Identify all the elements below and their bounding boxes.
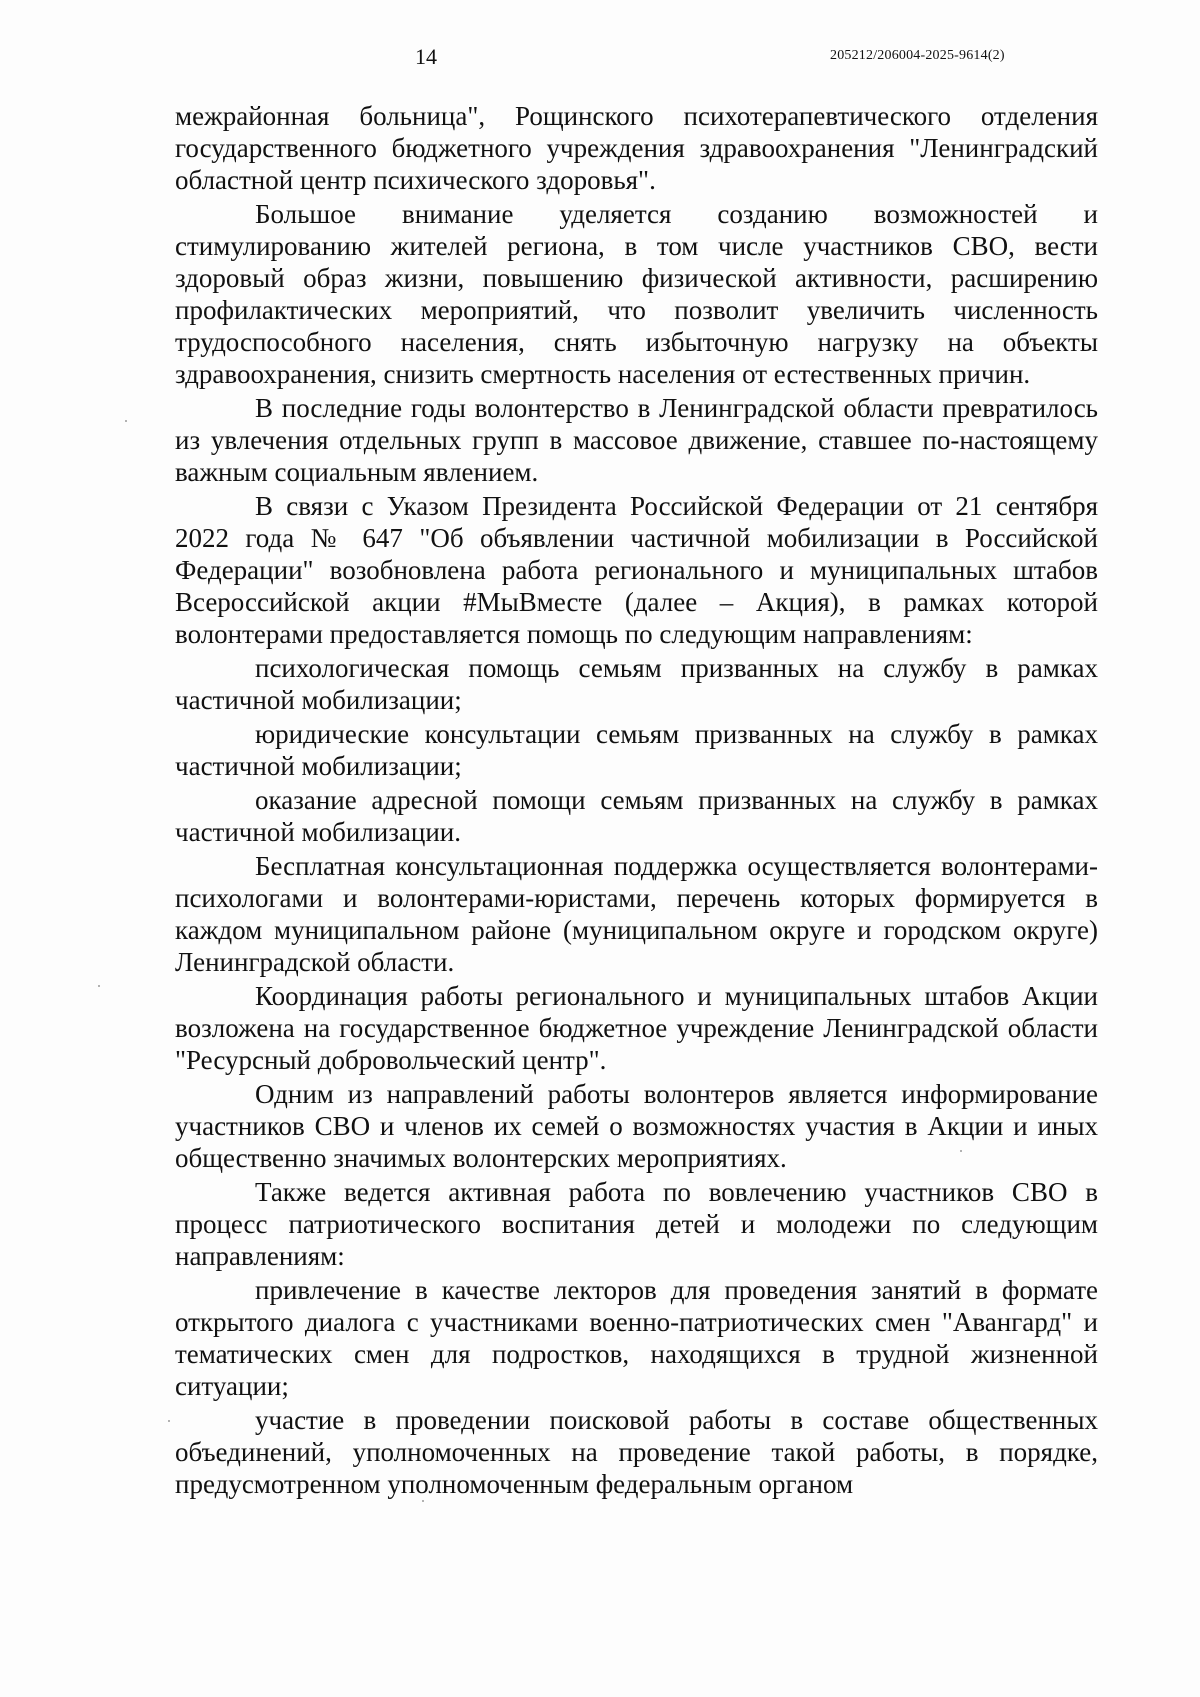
paragraph: Также ведется активная работа по вовлечению участников СВО в процесс патриотического воспитания детей и молодежи по следующим направлениям:: [175, 1177, 1098, 1271]
list-item: юридические консультации семьям призванных на службу в рамках частичной мобилизации;: [175, 719, 1098, 781]
paragraph: Координация работы регионального и муниципальных штабов Акции возложена на государственное бюджетное учреждение Ленинградской области "Ресурсный добровольческий центр".: [175, 981, 1098, 1075]
list-item: психологическая помощь семьям призванных на службу в рамках частичной мобилизации;: [175, 653, 1098, 715]
scan-speck: [98, 985, 100, 987]
paragraph: В последние годы волонтерство в Ленинградской области превратилось из увлечения отдельных групп в массовое движение, ставшее по-настоящему важным социальным явлением.: [175, 393, 1098, 487]
scan-speck: [168, 1420, 170, 1422]
paragraph: Бесплатная консультационная поддержка осуществляется волонтерами-психологами и волонтерами-юристами, перечень которых формируется в каждом муниципальном районе (муниципальном округе и городском округе) Ленинградской области.: [175, 851, 1098, 977]
page-number: 14: [415, 44, 437, 69]
document-body: [175, 100, 1098, 1502]
paragraph: Одним из направлений работы волонтеров является информирование участников СВО и членов их семей о возможностях участия в Акции и иных общественно значимых волонтерских мероприятиях.: [175, 1079, 1098, 1173]
list-item: участие в проведении поисковой работы в составе общественных объединений, уполномоченных на проведение такой работы, в порядке, предусмотренном уполномоченным федеральным органом: [175, 1405, 1098, 1499]
scan-speck: [422, 1500, 424, 1502]
scan-speck: [125, 420, 127, 422]
list-item: оказание адресной помощи семьям призванных на службу в рамках частичной мобилизации.: [175, 785, 1098, 847]
scan-speck: [960, 1150, 962, 1152]
paragraph: Большое внимание уделяется созданию возможностей и стимулированию жителей региона, в том числе участников СВО, вести здоровый образ жизни, повышению физической активности, расширению профилактических мероприятий, что позволит увеличить численность трудоспособного населения, снять избыточную нагрузку на объекты здравоохранения, снизить смертность населения от естественных причин.: [175, 199, 1098, 389]
list-item: привлечение в качестве лекторов для проведения занятий в формате открытого диалога с участниками военно-патриотических смен "Авангард" и тематических смен для подростков, находящихся в трудной жизненной ситуации;: [175, 1275, 1098, 1401]
paragraph: межрайонная больница", Рощинского психотерапевтического отделения государственного бюджетного учреждения здравоохранения "Ленинградский областной центр психического здоровья".: [175, 101, 1098, 195]
paragraph: В связи с Указом Президента Российской Федерации от 21 сентября 2022 года № 647 "Об объявлении частичной мобилизации в Российской Федерации" возобновлена работа регионального и муниципальных штабов Всероссийской акции #МыВместе (далее – Акция), в рамках которой волонтерами предоставляется помощь по следующим направлениям:: [175, 491, 1098, 649]
document-code: 205212/206004-2025-9614(2): [830, 48, 1005, 63]
